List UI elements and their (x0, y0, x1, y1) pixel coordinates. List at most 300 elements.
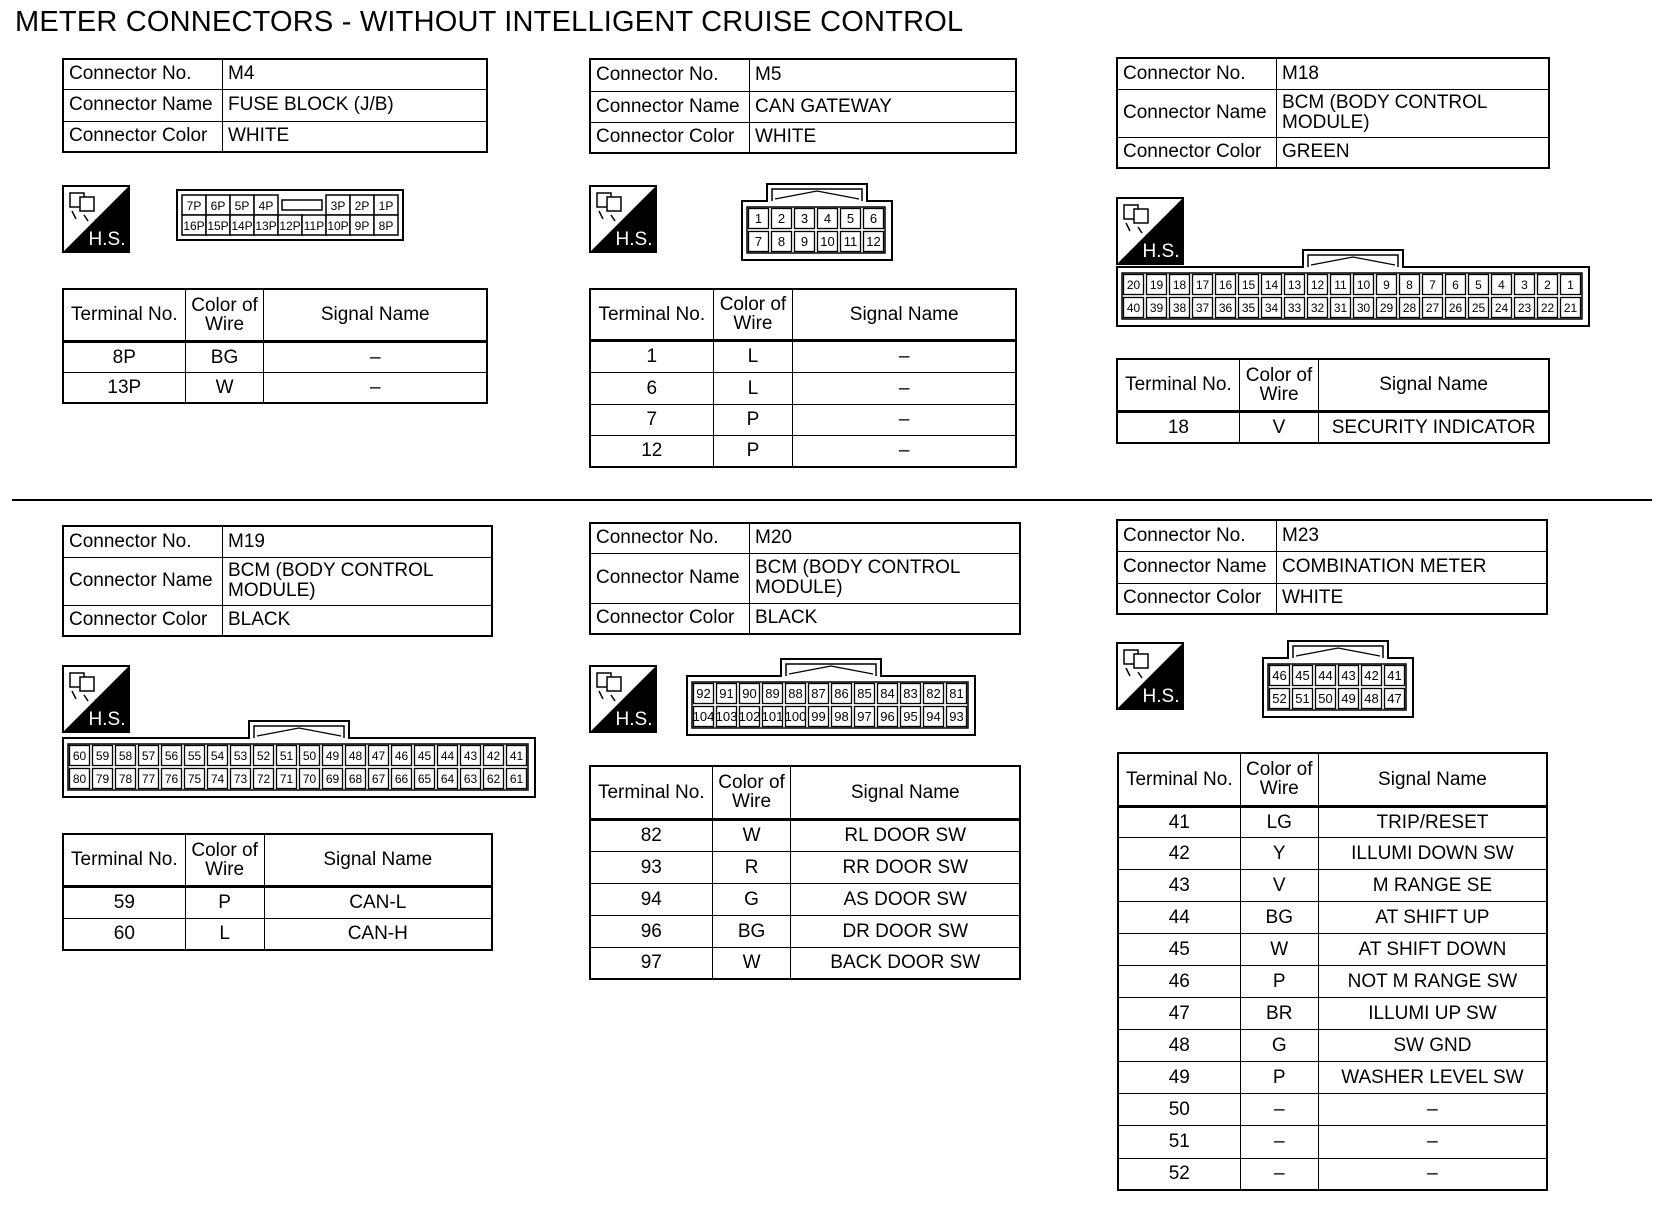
wire-color-header (185, 834, 264, 886)
pin-label: 66 (394, 772, 409, 786)
pin-label: 85 (857, 686, 872, 701)
signal-name: – (1318, 1093, 1547, 1125)
pin-label: 47 (1387, 691, 1402, 706)
wire-color: W (712, 947, 791, 979)
pin-label: 27 (1425, 301, 1440, 315)
pin-label: 45 (417, 749, 432, 763)
connector-color-value: WHITE (750, 122, 1017, 153)
signal-name: SECURITY INDICATOR (1319, 411, 1549, 443)
pin-label: 40 (1126, 301, 1141, 315)
connector-info-table (62, 58, 488, 153)
table-row (1118, 933, 1547, 965)
connector-name-value: COMBINATION METER (1277, 551, 1548, 583)
terminal-no: 12 (590, 435, 713, 467)
pin-label: 13P (255, 219, 277, 233)
terminal-no: 60 (63, 918, 185, 950)
terminal-no: 93 (590, 851, 712, 883)
pin-label: 33 (1287, 301, 1302, 315)
connector-face-diagram (62, 720, 536, 798)
terminal-no: 82 (590, 819, 712, 851)
connector-no-value: M18 (1277, 58, 1550, 89)
pin-label: 25 (1471, 301, 1486, 315)
signal-name-header: Signal Name (793, 289, 1016, 340)
signal-name: – (264, 341, 487, 372)
wire-color-header-line1: Color of (718, 772, 785, 794)
wire-color: BG (1240, 901, 1318, 933)
pin-label: 37 (1195, 301, 1210, 315)
hs-label: H.S. (1142, 686, 1180, 707)
wire-color: P (713, 404, 793, 435)
wire-color-header-line2: Wire (205, 313, 245, 335)
pin-label: 16P (183, 219, 205, 233)
wire-color: W (185, 372, 264, 403)
terminal-no: 94 (590, 883, 712, 915)
pin-label: 81 (949, 686, 964, 701)
connector-face-diagram (1262, 640, 1414, 718)
pin-label: 9P (354, 219, 370, 233)
table-row (1118, 1061, 1547, 1093)
pin-label: 14P (231, 219, 253, 233)
terminal-no: 50 (1118, 1093, 1240, 1125)
pin-label: 46 (1272, 668, 1287, 683)
pin-label: 20 (1126, 278, 1141, 292)
pin-label: 8P (378, 219, 394, 233)
pin-label: 9 (1383, 278, 1390, 292)
wire-color-header-line1: Color of (719, 294, 787, 316)
connector-no-value: M20 (750, 523, 1021, 553)
table-row (590, 404, 1016, 435)
terminal-no: 42 (1118, 837, 1240, 869)
pin-label: 31 (1333, 301, 1348, 315)
signal-name: SW GND (1318, 1029, 1547, 1061)
pin-label: 104 (692, 709, 715, 724)
connector-color-row (1117, 137, 1549, 168)
pin-label: 14 (1264, 278, 1279, 292)
pin-label: 100 (784, 709, 807, 724)
pin-label: 38 (1172, 301, 1187, 315)
pin-label: 95 (903, 709, 918, 724)
connector-face-diagram (686, 658, 976, 736)
wire-color-header (185, 289, 264, 341)
pin-label: 42 (486, 749, 501, 763)
connector-color-row (590, 122, 1016, 153)
table-row (1117, 411, 1549, 443)
pin-label: 15P (207, 219, 229, 233)
pin-label: 8 (1406, 278, 1413, 292)
pin-label: 34 (1264, 301, 1279, 315)
wire-color: P (1240, 1061, 1318, 1093)
pin-label: 5 (1475, 278, 1482, 292)
pin-label: 57 (141, 749, 156, 763)
signal-name: TRIP/RESET (1318, 806, 1547, 837)
pin-label: 2 (1544, 278, 1551, 292)
pin-label: 43 (463, 749, 478, 763)
terminal-table (62, 833, 493, 951)
section-divider (12, 499, 1652, 501)
pin-label: 48 (1364, 691, 1379, 706)
connector-info-table (589, 58, 1017, 154)
connector-no-row (63, 526, 492, 557)
wire-color: L (185, 918, 264, 950)
signal-name: – (1318, 1125, 1547, 1158)
pin-label: 65 (417, 772, 432, 786)
connector-color-value: GREEN (1277, 137, 1550, 168)
terminal-table-header (590, 766, 1020, 819)
connector-color-row (590, 603, 1020, 634)
wire-color: P (1240, 965, 1318, 997)
pin-label: 2P (354, 199, 370, 213)
terminal-no-header: Terminal No. (1117, 359, 1239, 411)
wire-color: L (713, 372, 793, 404)
pin-label: 50 (1318, 691, 1333, 706)
connector-info-table (62, 525, 493, 637)
pin-label: 1 (1567, 278, 1574, 292)
pin-label: 79 (95, 772, 110, 786)
terminal-table-header (1118, 753, 1547, 806)
signal-name: AT SHIFT DOWN (1318, 933, 1547, 965)
signal-name: M RANGE SE (1318, 869, 1547, 901)
table-row (590, 883, 1020, 915)
terminal-table-header (590, 289, 1016, 340)
pin-label: 98 (834, 709, 849, 724)
pin-label: 23 (1517, 301, 1532, 315)
terminal-no: 96 (590, 915, 712, 947)
pin-label: 48 (348, 749, 363, 763)
signal-name: AS DOOR SW (791, 883, 1020, 915)
pin-label: 28 (1402, 301, 1417, 315)
connector-name-label: Connector Name (1117, 551, 1277, 583)
terminal-table-header (63, 289, 487, 341)
pin-label: 82 (926, 686, 941, 701)
pin-label: 49 (1341, 691, 1356, 706)
pin-label: 103 (715, 709, 738, 724)
wire-color: – (1240, 1158, 1318, 1190)
wire-color: G (712, 883, 791, 915)
connector-info-table (1116, 519, 1548, 615)
wire-color: P (713, 435, 793, 467)
pin-label: 58 (118, 749, 133, 763)
pin-label: 13 (1287, 278, 1302, 292)
connector-name-row (590, 553, 1020, 603)
connector-no-label: Connector No. (63, 526, 223, 557)
terminal-no: 43 (1118, 869, 1240, 901)
harness-side-icon (62, 185, 130, 253)
connector-color-label: Connector Color (1117, 583, 1277, 614)
wire-color-header-line1: Color of (191, 839, 258, 861)
hs-label: H.S. (615, 709, 653, 730)
pin-label: 71 (279, 772, 294, 786)
pin-label: 51 (279, 749, 294, 763)
pin-label: 93 (949, 709, 964, 724)
connector-no-row (590, 523, 1020, 553)
pin-label: 92 (696, 686, 711, 701)
pin-label: 78 (118, 772, 133, 786)
wire-color: V (1240, 869, 1318, 901)
wire-color-header (713, 289, 793, 340)
signal-name: – (1318, 1158, 1547, 1190)
terminal-table (589, 288, 1017, 468)
pin-label: 18 (1172, 278, 1187, 292)
pin-label: 11 (1334, 278, 1347, 292)
connector-name-label: Connector Name (590, 91, 750, 122)
pin-label: 41 (509, 749, 524, 763)
pin-label: 47 (371, 749, 386, 763)
terminal-no: 48 (1118, 1029, 1240, 1061)
terminal-no-header: Terminal No. (590, 289, 713, 340)
wire-color-header (712, 766, 791, 819)
wire-color: G (1240, 1029, 1318, 1061)
connector-name-value: CAN GATEWAY (750, 91, 1017, 122)
signal-name-header: Signal Name (1318, 753, 1547, 806)
terminal-no: 59 (63, 886, 185, 918)
pin-label: 77 (141, 772, 156, 786)
connector-name-row (63, 557, 492, 605)
terminal-no: 6 (590, 372, 713, 404)
pin-label: 61 (509, 772, 524, 786)
wire-color-header-line1: Color of (1245, 364, 1313, 386)
harness-side-icon (589, 185, 657, 253)
connector-color-label: Connector Color (63, 121, 223, 152)
page-title: METER CONNECTORS - WITHOUT INTELLIGENT CRUISE CONTROL (15, 6, 964, 38)
pin-label: 86 (834, 686, 849, 701)
terminal-no: 44 (1118, 901, 1240, 933)
pin-label: 30 (1356, 301, 1371, 315)
pin-label: 12 (1310, 278, 1325, 292)
pin-label: 2 (777, 211, 786, 226)
table-row (1118, 869, 1547, 901)
pin-label: 50 (302, 749, 317, 763)
pin-label: 90 (742, 686, 757, 701)
terminal-no: 52 (1118, 1158, 1240, 1190)
hs-label: H.S. (88, 229, 126, 250)
signal-name: BACK DOOR SW (791, 947, 1020, 979)
pin-label: 43 (1341, 668, 1356, 683)
connector-info-table (1116, 57, 1550, 169)
pin-label: 53 (233, 749, 248, 763)
hs-label: H.S. (615, 229, 653, 250)
pin-label: 1P (378, 199, 394, 213)
signal-name-header: Signal Name (264, 834, 492, 886)
connector-name-row (1117, 551, 1547, 583)
pin-label: 70 (302, 772, 317, 786)
signal-name: RL DOOR SW (791, 819, 1020, 851)
pin-label: 84 (880, 686, 895, 701)
connector-no-value: M4 (223, 59, 488, 89)
wire-color-header-line1: Color of (1245, 759, 1313, 781)
pin-label: 4 (1498, 278, 1505, 292)
pin-label: 94 (926, 709, 941, 724)
wire-color-header-line2: Wire (1259, 778, 1299, 800)
connector-name-row (590, 91, 1016, 122)
wire-color: LG (1240, 806, 1318, 837)
pin-label: 45 (1295, 668, 1310, 683)
pin-label: 3P (330, 199, 346, 213)
pin-label: 22 (1540, 301, 1555, 315)
pin-label: 102 (738, 709, 761, 724)
connector-color-label: Connector Color (1117, 137, 1277, 168)
terminal-no: 13P (63, 372, 185, 403)
wire-color-header-line2: Wire (732, 791, 772, 813)
signal-name: – (793, 435, 1016, 467)
pin-label: 5 (846, 211, 855, 226)
pin-label: 91 (719, 686, 734, 701)
signal-name: AT SHIFT UP (1318, 901, 1547, 933)
terminal-table (589, 765, 1021, 980)
pin-label: 73 (233, 772, 248, 786)
connector-color-value: BLACK (750, 603, 1021, 634)
wire-color: BG (712, 915, 791, 947)
pin-label: 10P (327, 219, 349, 233)
terminal-no: 18 (1117, 411, 1239, 443)
pin-label: 67 (371, 772, 386, 786)
table-row (1118, 1093, 1547, 1125)
connector-no-label: Connector No. (1117, 520, 1277, 551)
pin-label: 10 (1356, 278, 1371, 292)
pin-label: 11 (843, 234, 858, 249)
signal-name: ILLUMI DOWN SW (1318, 837, 1547, 869)
table-row (63, 372, 487, 403)
table-row (590, 819, 1020, 851)
connector-no-row (1117, 520, 1547, 551)
harness-side-icon (589, 665, 657, 733)
connector-face-diagram (741, 183, 893, 261)
connector-name-label: Connector Name (590, 553, 750, 603)
pin-label: 49 (325, 749, 340, 763)
terminal-no: 49 (1118, 1061, 1240, 1093)
table-row (1118, 837, 1547, 869)
wire-color-header (1240, 753, 1318, 806)
table-row (63, 341, 487, 372)
pin-label: 83 (903, 686, 918, 701)
pin-label: 35 (1241, 301, 1256, 315)
pin-label: 51 (1295, 691, 1310, 706)
signal-name: – (264, 372, 487, 403)
pin-label: 55 (187, 749, 202, 763)
table-row (590, 372, 1016, 404)
signal-name: NOT M RANGE SW (1318, 965, 1547, 997)
pin-label: 99 (811, 709, 826, 724)
pin-label: 56 (164, 749, 179, 763)
pin-label: 68 (348, 772, 363, 786)
pin-label: 8 (777, 234, 786, 249)
pin-label: 60 (72, 749, 87, 763)
table-row (1118, 1125, 1547, 1158)
terminal-table (1116, 358, 1550, 444)
pin-label: 4P (258, 199, 274, 213)
terminal-no: 46 (1118, 965, 1240, 997)
connector-face-diagram (176, 189, 404, 241)
connector-name-row (1117, 89, 1549, 137)
connector-no-row (1117, 58, 1549, 89)
connector-name-value: FUSE BLOCK (J/B) (223, 89, 488, 121)
wire-color-header-line1: Color of (191, 294, 258, 316)
signal-name: CAN-H (264, 918, 492, 950)
terminal-no: 97 (590, 947, 712, 979)
connector-name-value: BCM (BODY CONTROL MODULE) (223, 557, 493, 605)
wire-color-header-line2: Wire (205, 858, 245, 880)
pin-label: 11P (303, 219, 325, 233)
terminal-no-header: Terminal No. (1118, 753, 1240, 806)
wire-color-header (1239, 359, 1318, 411)
signal-name: – (793, 340, 1016, 372)
pin-label: 15 (1241, 278, 1256, 292)
terminal-no: 47 (1118, 997, 1240, 1029)
pin-label: 9 (800, 234, 809, 249)
terminal-no: 1 (590, 340, 713, 372)
table-row (590, 340, 1016, 372)
wire-color: P (185, 886, 264, 918)
pin-label: 16 (1218, 278, 1233, 292)
pin-label: 75 (187, 772, 202, 786)
signal-name: RR DOOR SW (791, 851, 1020, 883)
pin-label: 80 (72, 772, 87, 786)
wire-color-header-line2: Wire (1259, 383, 1299, 405)
harness-side-icon (1116, 642, 1184, 710)
pin-label: 7 (754, 234, 763, 249)
pin-label: 3 (1521, 278, 1528, 292)
connector-color-row (63, 121, 487, 152)
pin-label: 87 (811, 686, 826, 701)
connector-name-row (63, 89, 487, 121)
connector-name-value: BCM (BODY CONTROL MODULE) (750, 553, 1021, 603)
connector-color-value: WHITE (223, 121, 488, 152)
pin-label: 17 (1195, 278, 1210, 292)
pin-label: 69 (325, 772, 340, 786)
pin-label: 88 (788, 686, 803, 701)
wire-color: BR (1240, 997, 1318, 1029)
connector-color-label: Connector Color (590, 122, 750, 153)
signal-name-header: Signal Name (1319, 359, 1549, 411)
signal-name: – (793, 372, 1016, 404)
pin-label: 41 (1387, 668, 1402, 683)
connector-name-value: BCM (BODY CONTROL MODULE) (1277, 89, 1550, 137)
pin-label: 29 (1379, 301, 1394, 315)
fuse-slot (282, 200, 322, 210)
pin-label: 19 (1149, 278, 1164, 292)
pin-label: 7P (186, 199, 202, 213)
pin-label: 59 (95, 749, 110, 763)
table-row (1118, 806, 1547, 837)
terminal-table-header (1117, 359, 1549, 411)
pin-label: 32 (1310, 301, 1325, 315)
connector-no-row (590, 59, 1016, 91)
connector-name-label: Connector Name (63, 557, 223, 605)
wire-color: – (1240, 1125, 1318, 1158)
connector-no-label: Connector No. (590, 59, 750, 91)
signal-name: DR DOOR SW (791, 915, 1020, 947)
signal-name-header: Signal Name (264, 289, 487, 341)
terminal-no: 8P (63, 341, 185, 372)
pin-label: 10 (820, 234, 835, 249)
connector-no-label: Connector No. (1117, 58, 1277, 89)
pin-label: 3 (800, 211, 809, 226)
pin-label: 1 (754, 211, 763, 226)
pin-label: 4 (823, 211, 832, 226)
connector-color-row (1117, 583, 1547, 614)
pin-label: 44 (440, 749, 455, 763)
table-row (590, 915, 1020, 947)
connector-color-value: WHITE (1277, 583, 1548, 614)
connector-color-row (63, 605, 492, 636)
terminal-table (62, 288, 488, 404)
pin-label: 64 (440, 772, 455, 786)
connector-no-value: M23 (1277, 520, 1548, 551)
pin-label: 96 (880, 709, 895, 724)
pin-label: 7 (1429, 278, 1436, 292)
table-row (1118, 1158, 1547, 1190)
table-row (590, 851, 1020, 883)
connector-no-value: M19 (223, 526, 493, 557)
